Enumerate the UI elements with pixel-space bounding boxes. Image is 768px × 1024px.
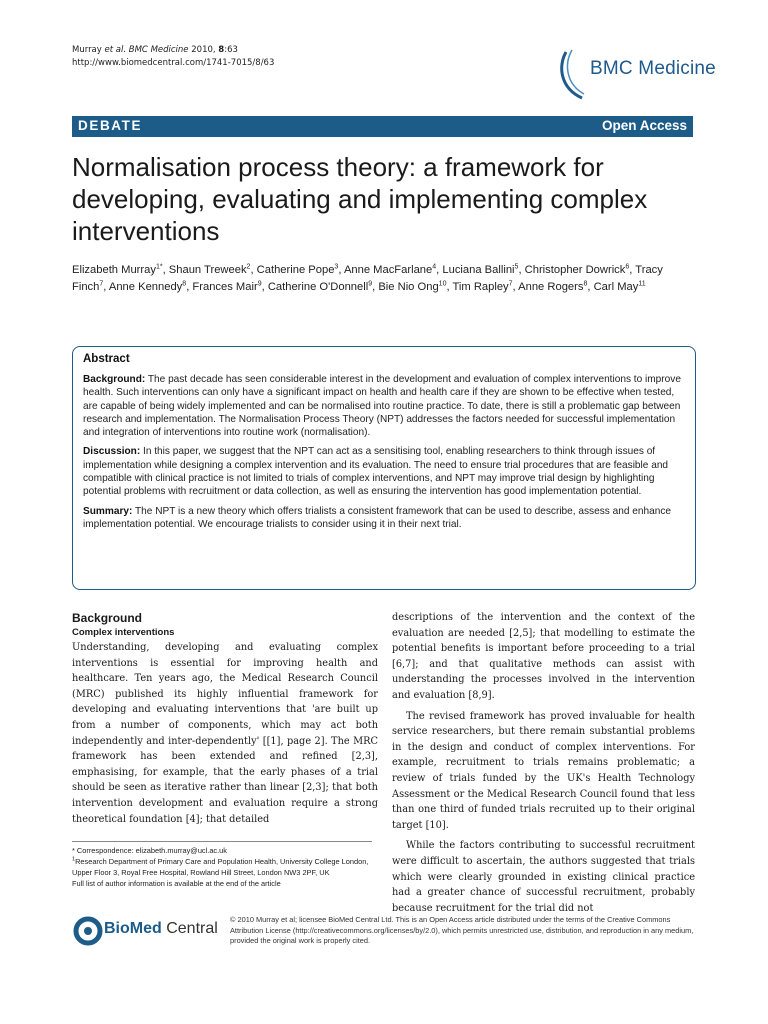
- author-affiliation: 1*: [155, 263, 163, 271]
- author-name: Frances Mair: [192, 281, 258, 293]
- open-access-label: Open Access: [601, 118, 687, 133]
- abstract-heading: Abstract: [83, 353, 130, 365]
- author-affiliation: 9: [368, 280, 373, 288]
- license-text: © 2010 Murray et al; licensee BioMed Central Ltd. This is an Open Access article distributed under the terms of the Creative Commons Attribution License (http://creativecommons.org/licenses/by/2.0), which permits unrestricted use, distribution, and reproduction in any medium, provided the original work is properly cited.: [230, 915, 694, 945]
- author-affiliation: 3: [334, 263, 339, 271]
- author: [72, 264, 163, 276]
- abstract-box: [72, 346, 696, 590]
- article-type-banner: [72, 116, 693, 137]
- author: [525, 264, 630, 276]
- author-name: Tim Rapley: [452, 281, 509, 293]
- subsection-heading: Complex interventions: [72, 627, 175, 638]
- author-affiliation: 9: [257, 280, 262, 288]
- article-type: DEBATE: [78, 118, 143, 133]
- author-affiliation: 2: [246, 263, 251, 271]
- citation-line: Murray et al. BMC Medicine 2010, 8:63: [72, 45, 238, 55]
- body-column-left: [72, 610, 378, 827]
- author: [518, 281, 587, 293]
- author: [452, 281, 512, 293]
- article-url[interactable]: http://www.biomedcentral.com/1741-7015/8/63: [72, 58, 275, 68]
- author-affiliation: 4: [432, 263, 437, 271]
- body-paragraph: descriptions of the intervention and the context of the evaluation are needed [2,5]; that modelling to estimate the potential benefits is important before proceeding to a trial [6,7]; and that qualitative methods can assist with understanding the processes involved in the intervention and evaluation [8,9].: [392, 612, 695, 701]
- footnotes: [72, 845, 372, 889]
- author-affiliation: 8: [583, 280, 588, 288]
- body-paragraph: While the factors contributing to successful recruitment were difficult to ascertain, the authors suggested that trials which were clearly grounded in existing clinical practice had a greater chance of successful recruitment, probably because recruitment for the trial did not: [392, 840, 695, 914]
- author-affiliation: 7: [99, 280, 104, 288]
- author-affiliation: 6: [625, 263, 630, 271]
- author-affiliation: 8: [182, 280, 187, 288]
- author-name: Tracy Finch: [72, 264, 663, 293]
- article-title: Normalisation process theory: a framework for developing, evaluating and implementing complex interventions: [72, 152, 648, 246]
- author: [594, 281, 646, 293]
- author-name: Catherine Pope: [256, 264, 335, 276]
- abstract-summary: Summary: The NPT is a new theory which offers trialists a consistent framework that can be used to describe, assess and enhance implementation potential. We encourage trialists to consider using it in their next trial.: [83, 505, 671, 530]
- author: [344, 264, 436, 276]
- author: [442, 264, 518, 276]
- footnote-divider: [72, 841, 372, 842]
- body-paragraph: Understanding, developing and evaluating complex interventions is essential for improving health and healthcare. Ten years ago, the Medical Research Council (MRC) published its highly influential framework for developing and evaluating interventions that 'are built up from a number of components, which may act both independently and inter-dependently' [[1], page 2]. The MRC framework has been extended and refined [2,3], emphasising, for example, that the early phases of a trial should be seen as iterative rather than linear [2,3]; that both intervention development and evaluation require a strong theoretical foundation [4]; that detailed: [72, 642, 378, 825]
- abstract-discussion: Discussion: In this paper, we suggest that the NPT can act as a sensitising tool, enabling researchers to think through issues of implementation while designing a complex intervention and its evaluation. The need to ensure trial procedures that are feasible and compatible with clinical practice is not limited to trials of complex interventions, and NPT may improve trial design by highlighting potential problems with recruitment or data collection, as well as ensuring the intervention has good implementation potential.: [83, 446, 669, 498]
- author: [268, 281, 372, 293]
- author-name: Anne Rogers: [518, 281, 584, 293]
- affiliation: $^1$Research Department of Primary Care and Population Health, University College London, Upper Floor 3, Royal Free Hospital, Rowland Hill Street, London NW3 2PF, UK: [72, 856, 369, 877]
- author-name: Elizabeth Murray: [72, 264, 156, 276]
- author-affiliation: 11: [638, 280, 646, 288]
- author-affiliation: 10: [438, 280, 447, 288]
- author-name: Anne MacFarlane: [343, 264, 433, 276]
- author-name: Christopher Dowrick: [524, 264, 626, 276]
- publisher-name: BioMed Central: [104, 920, 218, 937]
- citation-header: [72, 44, 274, 70]
- correspondence[interactable]: * Correspondence: elizabeth.murray@ucl.ac.uk: [72, 846, 227, 855]
- abstract-background: Background: The past decade has seen considerable interest in the development and evaluation of complex interventions to improve health. Such interventions can only have a significant impact on health and health care if they are shown to be effective when tested, are capable of being widely implemented and can be normalised into routine practice. To date, there is still a problematic gap between research and implementation. The Normalisation Process Theory (NPT) addresses the factors needed for successful implementation and integration of interventions into routine work (normalisation).: [83, 374, 681, 439]
- body-paragraph: The revised framework has proved invaluable for health service researchers, but there remain substantial problems in the design and conduct of complex interventions. For example, recruitment to trials remains problematic; a review of trials funded by the UK's Health Technology Assessment or the Medical Research Council found that less than one third of funded trials recruited up to their original target [10].: [392, 710, 695, 831]
- author-name: Shaun Treweek: [168, 264, 247, 276]
- full-list-note: Full list of author information is available at the end of the article: [72, 879, 281, 888]
- author-name: Anne Kennedy: [108, 281, 183, 293]
- author-name: Carl May: [593, 281, 639, 293]
- author-name: Catherine O'Donnell: [267, 281, 369, 293]
- author: [109, 281, 186, 293]
- author-affiliation: 5: [514, 263, 519, 271]
- author: [192, 281, 261, 293]
- author-name: Bie Nio Ong: [378, 281, 439, 293]
- author: [378, 281, 446, 293]
- journal-logo-text: BMC Medicine: [590, 58, 716, 79]
- author-affiliation: 7: [508, 280, 513, 288]
- section-heading: Background: [72, 611, 143, 625]
- body-column-right: [392, 610, 695, 916]
- author: [169, 264, 251, 276]
- author: [257, 264, 339, 276]
- author-name: Luciana Ballini: [442, 264, 515, 276]
- author-list: Elizabeth Murray$^{1*}$, Shaun Treweek$^2$, Catherine Pope$^3$, Anne MacFarlane$^4$, Luciana Ballini$^5$, Christopher Dowrick$^6$, Tracy Finch$^7$, Anne Kennedy$^8$, Frances Mair$^9$, Catherine O'Donnell$^9$, Bie Nio Ong$^{10}$, Tim Rapley$^7$, Anne Rogers$^8$, Carl May$^{11}$: [72, 263, 663, 293]
